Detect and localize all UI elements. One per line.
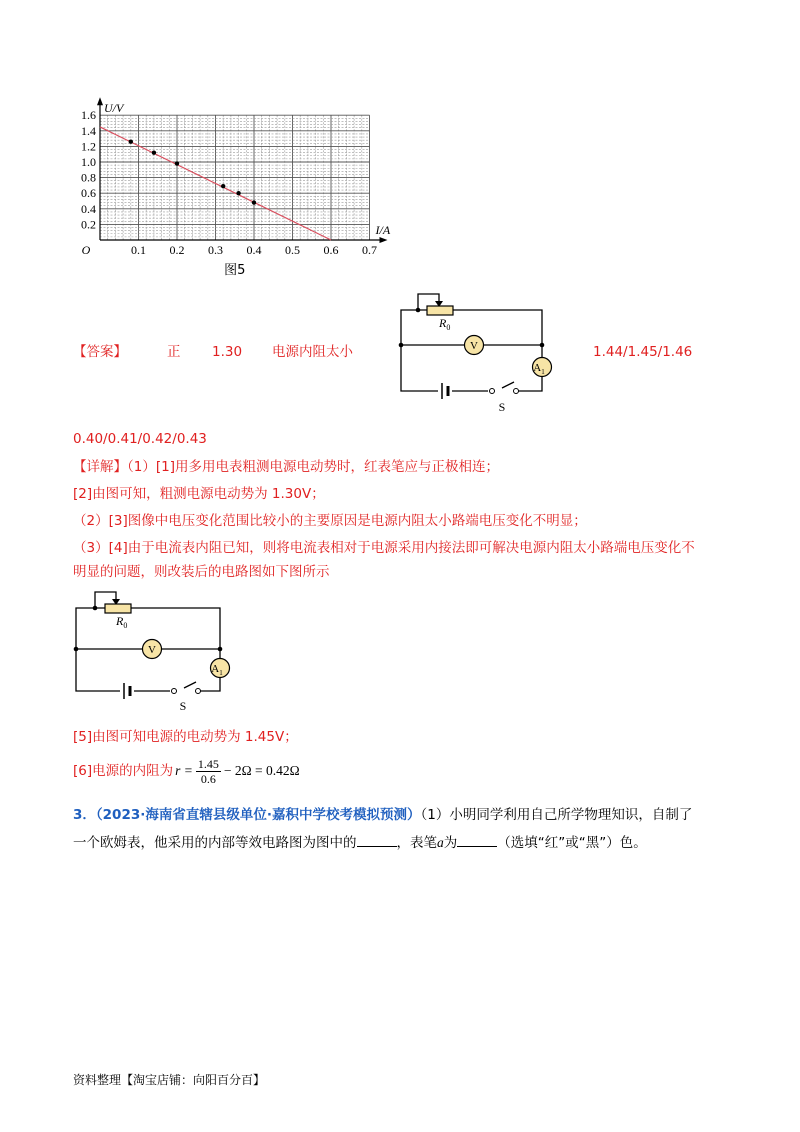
question-text-2: 一个欧姆表，他采用的内部等效电路图为图中的: [73, 835, 357, 851]
x-tick-label: 0.2: [169, 243, 185, 257]
y-tick-label: 0.6: [81, 186, 96, 201]
circuit-diagram-answer: [390, 285, 560, 417]
answer-1: 正: [167, 344, 181, 360]
data-point: [175, 161, 179, 165]
detail-line-4: （3）[4]由于电流表内阻已知，则将电流表相对于电源采用内接法即可解决电源内阻太小路端电压变化不: [73, 540, 695, 556]
answer-tag: 【答案】: [73, 344, 127, 360]
switch-label: S: [179, 699, 187, 713]
x-tick-label: 0.3: [208, 243, 223, 257]
equation-fraction: [196, 757, 221, 786]
ammeter-label: $A_1$: [533, 362, 545, 376]
question-text-5: （选填“红”或“黑”）色。: [497, 835, 647, 851]
data-point: [252, 200, 256, 204]
question-text-3: ，表笔: [396, 835, 437, 851]
x-tick-label: 0.1: [131, 243, 146, 257]
y-axis-label: U/V: [104, 101, 124, 116]
x-tick-label: 0.4: [246, 243, 262, 257]
equation-r: r =: [175, 763, 193, 778]
y-tick-label: 0.2: [81, 217, 96, 232]
footer-note: 资料整理【淘宝店铺：向阳百分百】: [73, 1073, 266, 1087]
x-axis-arrow: [380, 237, 388, 243]
resistor-r0-symbol: [105, 604, 131, 613]
fraction-numerator: 1.45: [197, 756, 219, 771]
detail-line-2: [2]由图可知，粗测电源电动势为 1.30V；: [73, 486, 325, 502]
y-tick-label: 1.2: [81, 139, 96, 154]
data-point: [129, 140, 133, 144]
y-tick-label: 1.6: [81, 108, 96, 123]
detail-line-1: 【详解】（1）[1]用多用电表粗测电源电动势时，红表笔应与正极相连；: [73, 459, 499, 475]
variable-a: a: [437, 835, 444, 850]
fraction-denominator: 0.6: [200, 771, 216, 786]
resistor-r0-symbol: [427, 306, 453, 315]
data-point: [221, 184, 225, 188]
u-i-graph: [60, 88, 400, 278]
question-3: [73, 801, 733, 857]
detail-line-7: [73, 754, 300, 788]
answer-4: 1.44/1.45/1.46: [593, 344, 693, 360]
detail-line-6: [5]由图可知电源的电动势为 1.45V；: [73, 729, 298, 745]
question-number: 3．: [73, 807, 96, 823]
answer-blank-1[interactable]: [357, 834, 397, 847]
y-tick-label: 1.4: [81, 123, 96, 138]
answer-3: 电源内阻太小: [272, 344, 353, 360]
switch-label: S: [498, 400, 506, 414]
ammeter-label: $A_1$: [211, 663, 223, 677]
circuit-diagram-detail: [65, 583, 235, 715]
answer-2: 1.30: [212, 344, 243, 360]
detail-line-5: 明显的问题，则改装后的电路图如下图所示: [73, 564, 330, 580]
r0-label: $R_0$: [116, 614, 128, 630]
answer-5: 0.40/0.41/0.42/0.43: [73, 431, 207, 447]
data-point: [152, 150, 156, 154]
detail-line-3: （2）[3]图像中电压变化范围比较小的主要原因是电源内阻太小路端电压变化不明显；: [73, 513, 587, 529]
voltmeter-label: V: [148, 644, 156, 656]
r0-label: $R_0$: [439, 316, 451, 332]
x-axis-label: I/A: [375, 223, 391, 237]
figure-caption: 图5: [224, 263, 246, 278]
detail-line-7-text: [6]电源的内阻为: [73, 763, 174, 779]
question-text-1: （1）小明同学利用自己所学物理知识，自制了: [420, 807, 693, 823]
equation-rest: − 2Ω = 0.42Ω: [223, 763, 300, 778]
y-tick-label: 0.4: [81, 201, 96, 216]
origin-label: O: [81, 243, 91, 257]
answer-blank-2[interactable]: [457, 834, 497, 847]
y-axis-arrow: [97, 97, 103, 105]
y-tick-label: 0.8: [81, 170, 96, 185]
x-tick-label: 0.7: [362, 243, 377, 257]
x-tick-label: 0.6: [323, 243, 339, 257]
y-tick-label: 1.0: [81, 155, 96, 169]
data-point: [236, 191, 240, 195]
voltmeter-label: V: [470, 340, 478, 352]
x-tick-label: 0.5: [285, 243, 300, 257]
question-source: （2023·海南省直辖县级单位·嘉积中学校考模拟预测）: [95, 807, 421, 823]
question-text-4: 为: [443, 835, 458, 851]
